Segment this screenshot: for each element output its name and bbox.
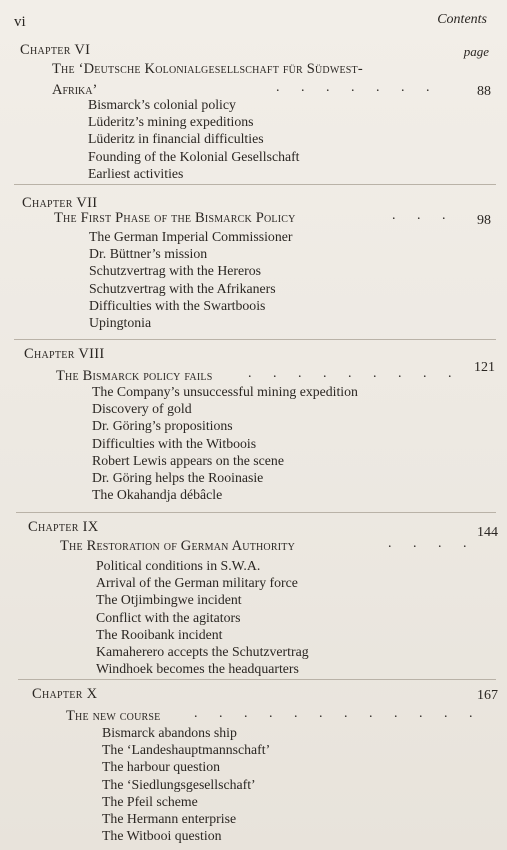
running-title: Contents: [437, 12, 487, 27]
dot-leader: . . . . . . . . .: [248, 366, 461, 381]
topic-item: The Witbooi question: [102, 828, 222, 844]
topic-item: Conflict with the agitators: [96, 609, 241, 625]
chapter-title: The Bismarck policy fails: [56, 368, 213, 384]
chapter-title: The ‘Deutsche Kolonialgesellschaft für Südwest-: [52, 61, 363, 77]
topic-item: Difficulties with the Witboois: [92, 435, 257, 451]
dot-leader: . . .: [392, 208, 455, 223]
page-column-label: page: [463, 44, 489, 59]
topic-item: Arrival of the German military force: [96, 575, 298, 591]
topic-item: The ‘Siedlungsgesellschaft’: [102, 776, 256, 792]
topic-item: Robert Lewis appears on the scene: [92, 452, 284, 468]
chapter-page-number: 167: [477, 688, 498, 703]
dot-leader: . . . . . . .: [276, 80, 439, 95]
topic-list: [102, 724, 270, 844]
divider: [14, 184, 496, 185]
topic-item: The harbour question: [102, 759, 221, 775]
chapter-number: Chapter VII: [22, 195, 98, 211]
chapter-page-number: 144: [477, 525, 498, 540]
chapter-number: Chapter X: [32, 686, 98, 702]
topic-item: Lüderitz in financial difficulties: [88, 131, 264, 147]
chapter-title: The new course: [66, 708, 161, 724]
topic-list: [89, 228, 292, 331]
chapter-page-number: 121: [474, 360, 495, 375]
topic-item: Political conditions in S.W.A.: [96, 558, 261, 573]
topic-item: Windhoek becomes the headquarters: [96, 661, 299, 677]
topic-item: Kamaherero accepts the Schutzvertrag: [96, 643, 309, 659]
dot-leader: . . . .: [388, 536, 476, 551]
chapter-number: Chapter IX: [28, 519, 99, 535]
topic-item: The Hermann enterprise: [102, 810, 237, 826]
chapter-title: The First Phase of the Bismarck Policy: [54, 210, 296, 226]
topic-item: The Otjimbingwe incident: [96, 592, 242, 608]
divider: [18, 679, 496, 680]
topic-item: The Company’s unsuccessful mining expedition: [92, 384, 358, 399]
chapter-page-number: 88: [477, 84, 491, 99]
topic-item: The Okahandja débâcle: [92, 487, 223, 503]
topic-list: [96, 557, 309, 677]
topic-item: Dr. Büttner’s mission: [89, 246, 208, 262]
topic-item: Schutzvertrag with the Afrikaners: [89, 280, 276, 296]
topic-item: Lüderitz’s mining expeditions: [88, 114, 254, 130]
topic-item: Upingtonia: [89, 314, 152, 330]
topic-item: Dr. Göring’s propositions: [92, 418, 233, 434]
topic-item: The ‘Landeshauptmannschaft’: [102, 742, 271, 758]
topic-item: The Rooibank incident: [96, 626, 223, 642]
topic-item: Earliest activities: [88, 165, 184, 181]
topic-item: Difficulties with the Swartboois: [89, 297, 266, 313]
topic-item: Schutzvertrag with the Hereros: [89, 263, 262, 279]
roman-page-number: vi: [14, 14, 26, 30]
dot-leader: . . . . . . . . . . . .: [194, 706, 482, 721]
topic-list: [88, 96, 300, 182]
chapter-page-number: 98: [477, 213, 491, 228]
chapter-number: Chapter VI: [20, 42, 91, 58]
topic-item: Discovery of gold: [92, 401, 192, 417]
chapter-title: The Restoration of German Authority: [60, 538, 295, 554]
chapter-number: Chapter VIII: [24, 346, 105, 362]
chapter-title-continued: Afrika’: [52, 82, 98, 98]
topic-item: Bismarck abandons ship: [102, 725, 237, 740]
divider: [16, 512, 496, 513]
topic-item: The German Imperial Commissioner: [89, 229, 293, 244]
topic-item: Founding of the Kolonial Gesellschaft: [88, 148, 300, 164]
topic-list: [92, 383, 358, 503]
divider: [14, 339, 496, 340]
topic-item: Bismarck’s colonial policy: [88, 97, 236, 112]
topic-item: The Pfeil scheme: [102, 793, 198, 809]
topic-item: Dr. Göring helps the Rooinasie: [92, 469, 264, 485]
